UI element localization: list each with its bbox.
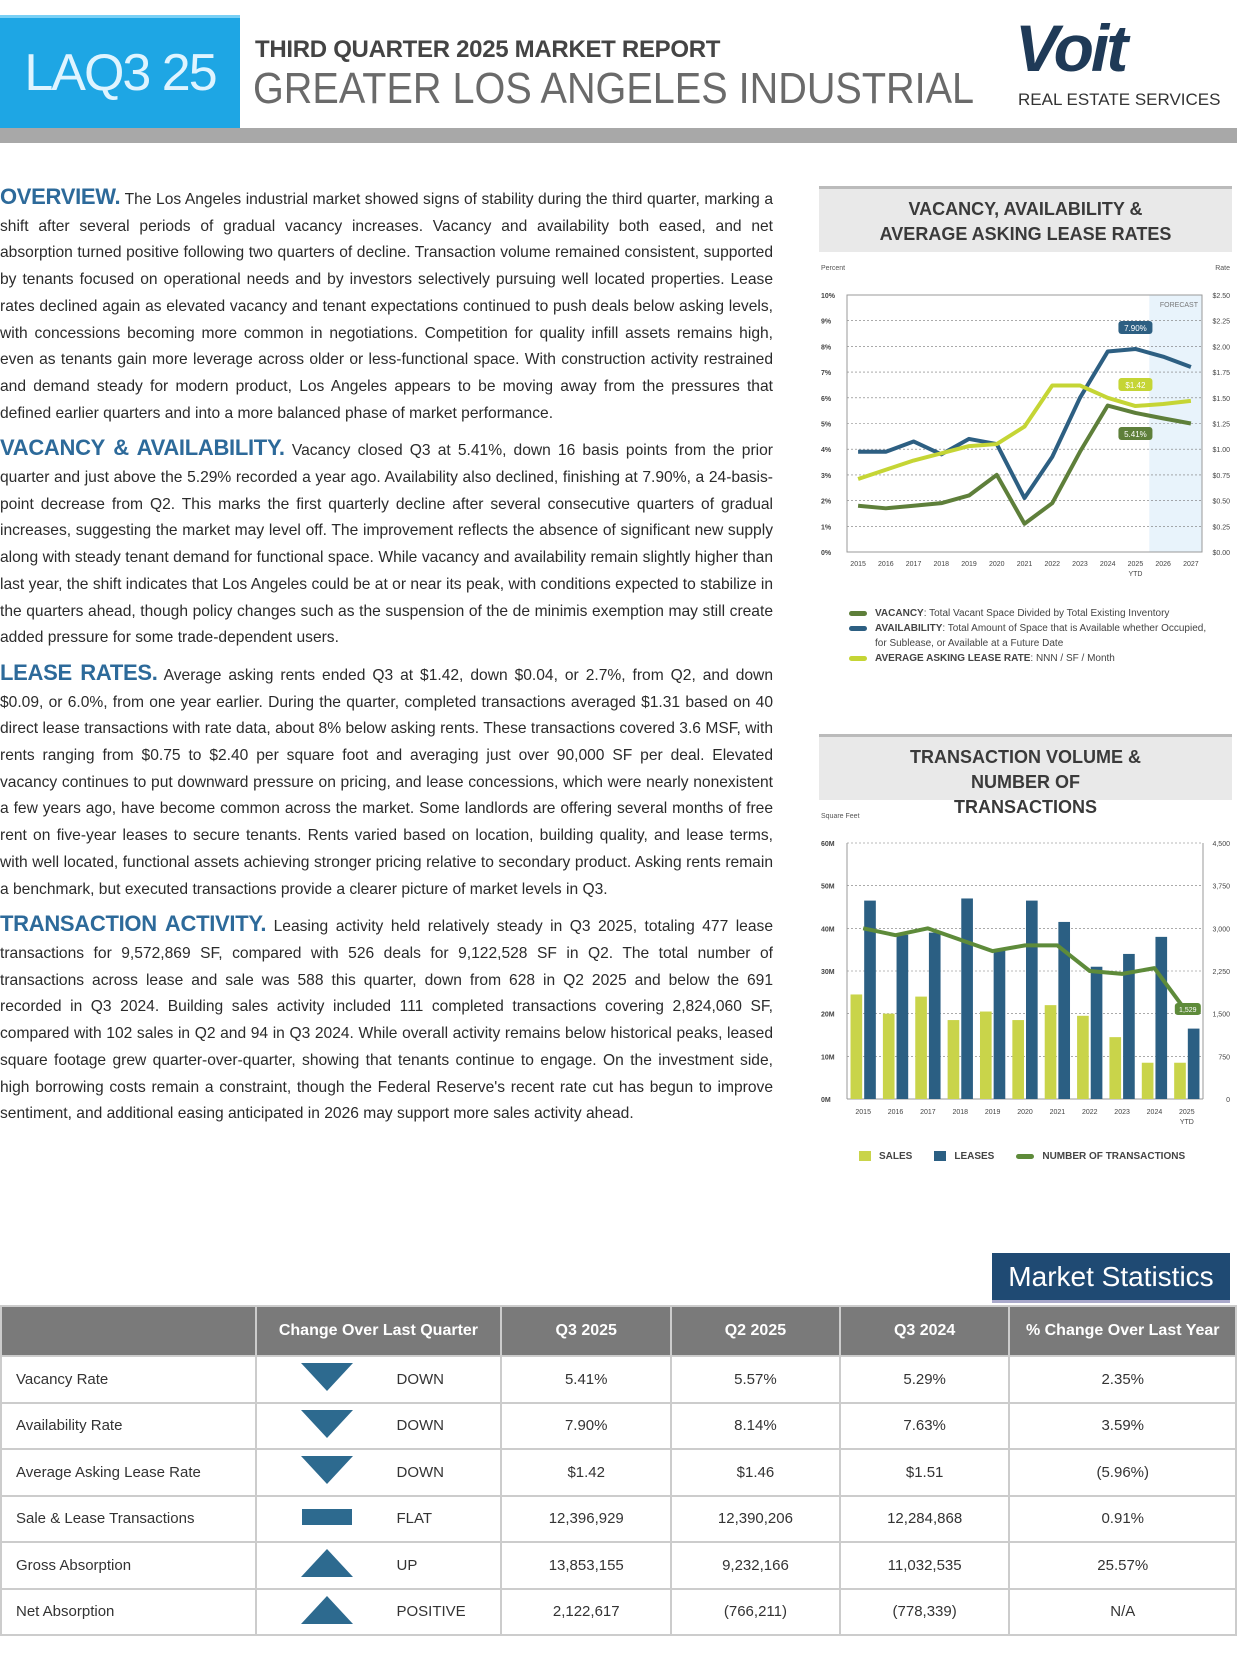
voit-logo: Voit — [1015, 11, 1126, 85]
x-tick: 2017 — [905, 561, 922, 568]
y2-tick: 3,750 — [1212, 883, 1230, 891]
report-badge: LAQ3 25 — [0, 15, 240, 128]
section-body: Vacancy closed Q3 at 5.41%, down 16 basis points from the prior quarter and just above the 5.29% recorded a year ago. Availability also declined, finishing at 7.90%, a 24-basis-point decrease from Q2. This marks the first quarterly decline after several consecutive quarters of gradual increases, suggesting the market may level off. The improvement reflects the absence of significant new supply along with steady tenant demand for functional space. While vacancy and availability remain slightly higher than last year, the shift indicates that Los Angeles could be at or near its peak, with conditions expected to stabilize in the quarters ahead, though policy changes such as the suspension of the de minimis exemption may still create added pressure for some trade-dependent users. — [0, 442, 773, 647]
row-label: Vacancy Rate — [1, 1356, 256, 1403]
legend-swatch — [859, 1151, 871, 1161]
y2-tick: $2.00 — [1212, 344, 1230, 352]
row-label: Gross Absorption — [1, 1542, 256, 1589]
chart-title: TRANSACTION VOLUME & NUMBER OF TRANSACTIONS — [819, 734, 1232, 800]
section-transactions — [0, 911, 773, 1128]
y-tick: 0M — [821, 1097, 831, 1104]
bar-sales — [1142, 1063, 1154, 1099]
col-header: Q3 2024 — [840, 1306, 1010, 1356]
x-tick: 2024 — [1099, 561, 1116, 568]
table-row — [1, 1403, 1236, 1450]
legend-leases — [934, 1149, 994, 1164]
col-header: % Change Over Last Year — [1009, 1306, 1236, 1356]
y2-tick: 1,500 — [1212, 1011, 1230, 1019]
change-cell — [256, 1449, 502, 1496]
y2-tick: $1.00 — [1212, 447, 1230, 455]
y-tick: 4% — [821, 447, 832, 455]
q2-2025-cell: (766,211) — [671, 1589, 840, 1636]
legend-transactions — [1016, 1149, 1185, 1164]
legend-label: NUMBER OF TRANSACTIONS — [1042, 1151, 1186, 1162]
x-tick: 2021 — [1049, 1109, 1066, 1116]
y2-tick: $0.00 — [1212, 550, 1230, 557]
y2-tick: $0.75 — [1212, 472, 1230, 480]
legend-swatch — [934, 1151, 946, 1161]
q2-2025-cell: 8.14% — [671, 1403, 840, 1450]
y-tick: 9% — [821, 318, 832, 326]
bar-leases — [929, 933, 941, 1099]
q2-2025-cell: $1.46 — [671, 1449, 840, 1496]
legend-label: AVAILABILITY — [875, 623, 943, 634]
legend-desc: Total Amount of Space that is Available whether Occupied, for Sublease, or Available at a Future Date — [875, 623, 1207, 649]
table-row — [1, 1449, 1236, 1496]
col-header: Change Over Last Quarter — [256, 1306, 502, 1356]
table-row — [1, 1589, 1236, 1636]
x-tick: 2022 — [1081, 1109, 1098, 1116]
y-tick: 20M — [821, 1011, 835, 1019]
y2-tick: $1.25 — [1212, 421, 1230, 429]
market-statistics-table — [0, 1305, 1237, 1636]
section-lease-rates — [0, 660, 773, 903]
yoy-change-cell: 3.59% — [1009, 1403, 1236, 1450]
legend-label: SALES — [879, 1151, 913, 1162]
x-sublabel: YTD — [1179, 1119, 1194, 1126]
legend-swatch — [1016, 1154, 1034, 1159]
section-heading: OVERVIEW. — [0, 184, 121, 209]
yoy-change-cell: (5.96%) — [1009, 1449, 1236, 1496]
legend-desc: NNN / SF / Month — [1035, 653, 1115, 664]
x-tick: 2018 — [933, 561, 950, 568]
data-label: $1.42 — [1125, 381, 1146, 391]
chart-legend — [859, 1149, 1185, 1164]
forecast-label: FORECAST — [1159, 302, 1198, 309]
q3-2024-cell: 12,284,868 — [840, 1496, 1010, 1543]
legend-swatch — [849, 656, 867, 661]
x-tick: 2027 — [1183, 561, 1199, 568]
change-cell — [256, 1403, 502, 1450]
legend-swatch — [849, 626, 867, 631]
bar-leases — [1026, 901, 1038, 1099]
row-label: Availability Rate — [1, 1403, 256, 1450]
arrow-down-icon — [301, 1456, 353, 1484]
arrow-up-icon — [301, 1596, 353, 1624]
y2-tick: $1.75 — [1212, 370, 1230, 378]
y-tick: 2% — [821, 498, 832, 506]
change-text: DOWN — [396, 1463, 444, 1481]
series-line-transactions — [863, 928, 1187, 1012]
change-text: UP — [396, 1556, 418, 1574]
section-heading: LEASE RATES. — [0, 659, 158, 685]
y2-tick: $0.25 — [1212, 524, 1230, 532]
x-tick: 2023 — [1114, 1109, 1130, 1116]
arrow-up-icon — [301, 1549, 353, 1577]
y-tick: 0% — [821, 550, 832, 557]
x-tick: 2020 — [988, 561, 1005, 568]
x-tick: 2025 — [1179, 1109, 1195, 1116]
q2-2025-cell: 5.57% — [671, 1356, 840, 1403]
q3-2025-cell: $1.42 — [501, 1449, 671, 1496]
legend-label: AVERAGE ASKING LEASE RATE — [875, 653, 1031, 664]
bar-sales — [1012, 1020, 1024, 1099]
legend-swatch — [849, 611, 867, 616]
y-tick: 10% — [821, 293, 836, 300]
row-label: Average Asking Lease Rate — [1, 1449, 256, 1496]
x-tick: 2015 — [850, 561, 866, 568]
transaction-chart-panel — [819, 734, 1232, 1169]
q3-2025-cell: 13,853,155 — [501, 1542, 671, 1589]
legend-availability: AVAILABILITY: Total Amount of Space that is Available whether Occupied, for Sublease, or Available at a Future Date — [849, 621, 1209, 651]
report-supertitle: THIRD QUARTER 2025 MARKET REPORT — [255, 36, 721, 63]
y-tick: 8% — [821, 344, 832, 352]
arrow-down-icon — [301, 1410, 353, 1438]
bar-sales — [915, 997, 927, 1099]
yoy-change-cell: 0.91% — [1009, 1496, 1236, 1543]
change-cell — [256, 1356, 502, 1403]
q3-2024-cell: 11,032,535 — [840, 1542, 1010, 1589]
x-tick: 2015 — [855, 1109, 871, 1116]
chart-title: VACANCY, AVAILABILITY & AVERAGE ASKING LEASE RATES — [819, 186, 1232, 252]
y-tick: 7% — [821, 370, 832, 378]
y-tick: 6% — [821, 395, 832, 403]
row-label: Sale & Lease Transactions — [1, 1496, 256, 1543]
report-body — [0, 184, 773, 1136]
legend-rate: AVERAGE ASKING LEASE RATE: NNN / SF / Month — [849, 651, 1209, 666]
change-text: FLAT — [396, 1510, 433, 1528]
market-statistics-tab: Market Statistics — [992, 1253, 1230, 1303]
bar-sales — [980, 1012, 992, 1099]
section-body: Average asking rents ended Q3 at $1.42, down $0.04, or 2.7%, from Q2, and down $0.09, or 6.0%, from one year earlier. During the quarter, completed transactions averaged $1.31 based on 40 direct lease transactions with rate data, about 8% below asking rents. These transactions covered 3.6 MSF, with rents ranging from $0.75 to $2.40 per square foot and averaging just over 90,000 SF per deal. Elevated vacancy continues to put downward pressure on pricing, and lease concessions, which were nearly nonexistent a few years ago, have become common across the market. Some landlords are offering several months of free rent on five-year leases to secure tenants. Rents varied based on location, building quality, and lease terms, with well located, functional assets achieving stronger pricing relative to secondary product. Asking rents remain a benchmark, but executed transactions provide a clearer picture of market levels in Q3. — [0, 666, 773, 898]
x-tick: 2016 — [887, 1109, 904, 1116]
report-title: GREATER LOS ANGELES INDUSTRIAL — [253, 64, 975, 113]
x-tick: 2017 — [920, 1109, 936, 1116]
y2-tick: $1.50 — [1212, 395, 1230, 403]
row-label: Net Absorption — [1, 1589, 256, 1636]
q2-2025-cell: 9,232,166 — [671, 1542, 840, 1589]
q3-2025-cell: 5.41% — [501, 1356, 671, 1403]
section-heading: TRANSACTION ACTIVITY. — [0, 911, 267, 937]
x-tick: 2019 — [984, 1109, 1001, 1116]
q3-2024-cell: 7.63% — [840, 1403, 1010, 1450]
x-tick: 2018 — [952, 1109, 969, 1116]
arrow-down-icon — [301, 1363, 353, 1391]
y2-axis-title: Rate — [1215, 265, 1230, 272]
q3-2024-cell: (778,339) — [840, 1589, 1010, 1636]
bar-sales — [1045, 1005, 1057, 1099]
y2-tick: $2.50 — [1212, 293, 1230, 300]
change-text: POSITIVE — [396, 1603, 466, 1621]
bar-leases — [961, 898, 973, 1099]
q3-2025-cell: 2,122,617 — [501, 1589, 671, 1636]
chart-legend — [849, 606, 1209, 666]
y2-tick: $2.25 — [1212, 318, 1230, 326]
flat-icon — [302, 1509, 352, 1525]
bar-sales — [948, 1020, 960, 1099]
table-row — [1, 1496, 1236, 1543]
table-row — [1, 1542, 1236, 1589]
y-tick: 60M — [821, 841, 835, 848]
table-row — [1, 1356, 1236, 1403]
legend-label: LEASES — [954, 1151, 995, 1162]
bar-leases — [1188, 1029, 1200, 1099]
legend-sales — [859, 1149, 912, 1164]
x-tick: 2021 — [1016, 561, 1033, 568]
y2-tick: 3,000 — [1212, 926, 1230, 934]
change-cell — [256, 1542, 502, 1589]
y-tick: 30M — [821, 969, 835, 976]
x-tick: 2023 — [1072, 561, 1088, 568]
data-label: 1,529 — [1179, 1007, 1197, 1015]
y2-tick: 750 — [1218, 1054, 1230, 1062]
data-label: 7.90% — [1124, 323, 1147, 333]
legend-vacancy: VACANCY: Total Vacant Space Divided by Total Existing Inventory — [849, 606, 1209, 621]
q3-2025-cell: 12,396,929 — [501, 1496, 671, 1543]
legend-desc: Total Vacant Space Divided by Total Existing Inventory — [929, 608, 1170, 619]
bar-sales — [1174, 1063, 1186, 1099]
x-tick: 2024 — [1146, 1109, 1163, 1116]
bar-leases — [1123, 954, 1135, 1099]
section-body: The Los Angeles industrial market showed signs of stability during the third quarter, marking a shift after several periods of gradual vacancy increases. Vacancy and availability both eased, and net absorption turned positive following two quarters of decline. Transaction volume remained consistent, supported by tenants focused on operational needs and by investors selectively pursuing well located properties. Lease rates declined again as elevated vacancy and tenant expectations continued to push deals below asking levels, with concessions becoming more common in negotiations. Competition for quality infill assets remains high, even as tenants gain more leverage across older or less-functional space. With construction activity restrained and demand steady for modern product, Los Angeles appears to be moving away from the pressures that defined earlier quarters and into a more balanced phase of market performance. — [0, 191, 773, 422]
table-header-row — [1, 1306, 1236, 1356]
x-tick: 2020 — [1017, 1109, 1033, 1116]
y2-tick: $0.50 — [1212, 498, 1230, 506]
x-tick: 2022 — [1044, 561, 1061, 568]
q3-2024-cell: 5.29% — [840, 1356, 1010, 1403]
section-heading: VACANCY & AVAILABILITY. — [0, 435, 285, 461]
bar-leases — [1091, 967, 1103, 1099]
change-text: DOWN — [396, 1417, 444, 1435]
y-axis-title: Percent — [821, 265, 846, 272]
header-divider — [0, 128, 1237, 143]
y-tick: 1% — [821, 524, 832, 532]
data-label: 5.41% — [1124, 429, 1147, 439]
logo-subtitle: REAL ESTATE SERVICES — [1018, 90, 1221, 109]
q3-2025-cell: 7.90% — [501, 1403, 671, 1450]
y-tick: 10M — [821, 1054, 835, 1062]
yoy-change-cell: 25.57% — [1009, 1542, 1236, 1589]
section-vacancy — [0, 435, 773, 652]
bar-sales — [1077, 1016, 1089, 1099]
col-header — [1, 1306, 256, 1356]
x-tick: 2019 — [961, 561, 977, 568]
bar-sales — [1109, 1037, 1121, 1099]
y-tick: 5% — [821, 421, 832, 429]
change-text: DOWN — [396, 1370, 444, 1388]
bar-leases — [897, 935, 909, 1099]
x-tick: 2025 — [1127, 561, 1144, 568]
y-tick: 3% — [821, 472, 832, 480]
y-tick: 40M — [821, 926, 835, 934]
yoy-change-cell: N/A — [1009, 1589, 1236, 1636]
legend-label: VACANCY — [875, 608, 924, 619]
bar-leases — [994, 950, 1006, 1099]
x-tick: 2016 — [878, 561, 894, 568]
q2-2025-cell: 12,390,206 — [671, 1496, 840, 1543]
x-sublabel: YTD — [1128, 571, 1143, 578]
q3-2024-cell: $1.51 — [840, 1449, 1010, 1496]
y2-tick: 4,500 — [1212, 841, 1230, 848]
transaction-chart — [819, 800, 1232, 1140]
y-axis-title: Square Feet — [821, 813, 860, 820]
vacancy-chart-panel — [819, 186, 1232, 679]
x-tick: 2026 — [1155, 561, 1171, 568]
bar-sales — [883, 1014, 895, 1099]
change-cell — [256, 1589, 502, 1636]
y2-tick: 2,250 — [1212, 969, 1230, 976]
col-header: Q2 2025 — [671, 1306, 840, 1356]
yoy-change-cell: 2.35% — [1009, 1356, 1236, 1403]
section-body: Leasing activity held relatively steady in Q3 2025, totaling 477 lease transactions for 9,572,869 SF, compared with 526 deals for 9,122,528 SF in Q2. The total number of transactions across lease and sale was 588 this quarter, down from 628 in Q2 2025 and below the 691 recorded in Q3 2024. Building sales activity included 111 completed transactions covering 2,824,060 SF, compared with 102 sales in Q2 and 94 in Q3 2024. While overall activity remains below historical peaks, leased square footage grew quarter-over-quarter, showing that tenants continue to engage. On the investment side, high borrowing costs remain a constraint, though the Federal Reserve's recent rate cut has begun to improve sentiment, and additional easing anticipated in 2026 may support more sales activity ahead. — [0, 918, 774, 1123]
y2-tick: 0 — [1226, 1097, 1230, 1104]
section-overview — [0, 184, 773, 427]
bar-leases — [1155, 937, 1167, 1099]
col-header: Q3 2025 — [501, 1306, 671, 1356]
vacancy-chart — [819, 252, 1232, 612]
y-tick: 50M — [821, 883, 835, 891]
change-cell — [256, 1496, 502, 1543]
bar-sales — [851, 994, 863, 1099]
